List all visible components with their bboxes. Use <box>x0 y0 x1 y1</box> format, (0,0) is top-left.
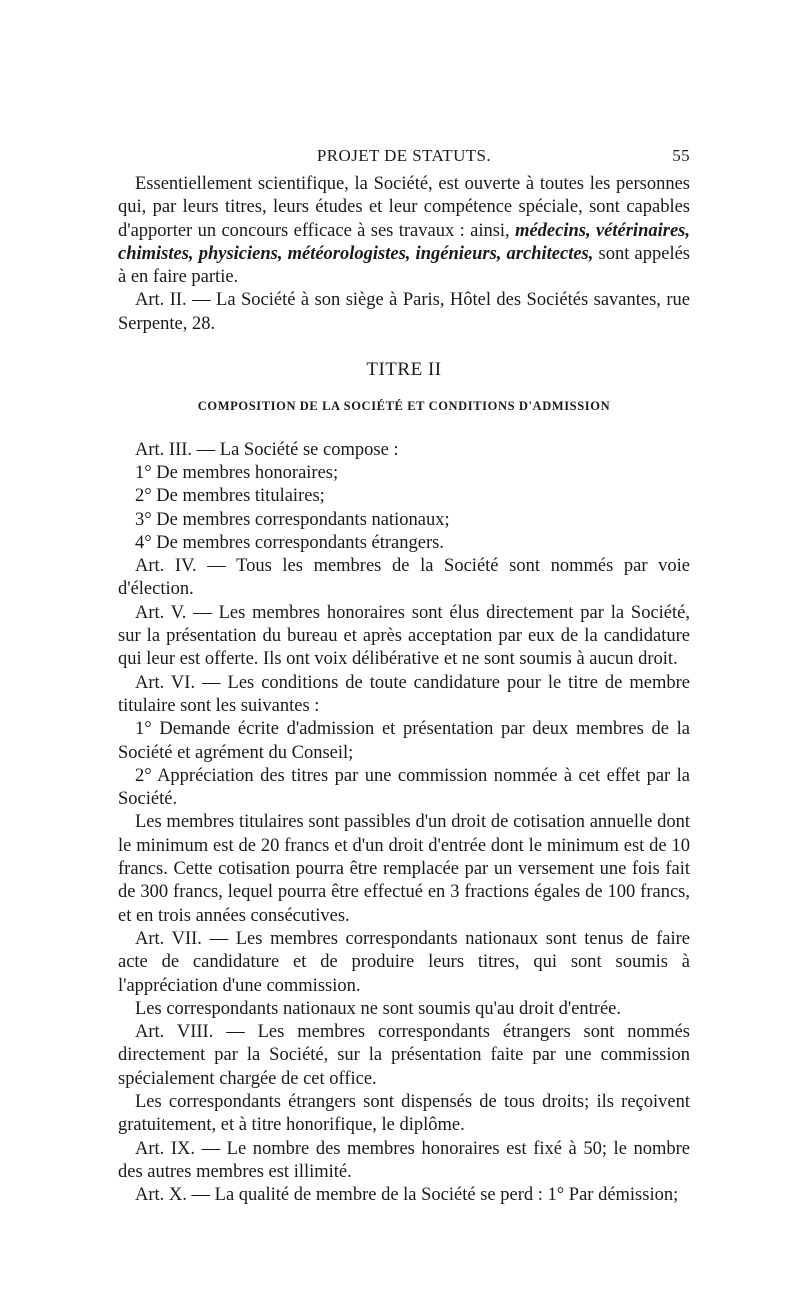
article-6: Art. VI. — Les conditions de toute candidature pour le titre de membre titulaire sont les suivantes : <box>118 672 690 716</box>
article-3-item: 4° De membres correspondants étrangers. <box>135 532 444 553</box>
running-head <box>118 146 690 168</box>
article-7-note: Les correspondants nationaux ne sont soumis qu'au droit d'entrée. <box>135 998 622 1019</box>
intro-text-2: sont appelés à en faire partie. <box>118 243 690 288</box>
article-6-cotisation: Les membres titulaires sont passibles d'un droit de cotisation annuelle dont le minimum est de 20 francs et d'un droit d'entrée dont le minimum est de 10 francs. Cette cotisation pourra être remplacée par un versement une fois fait de 300 francs, lequel pourra être effectué en 3 fractions égales de 100 francs, et en trois années consécutives. <box>118 812 690 926</box>
page-number: 55 <box>672 146 690 165</box>
professions-list: médecins, vétérinaires, chimistes, physiciens, météorologistes, ingénieurs, architectes, <box>118 220 690 264</box>
section-title: TITRE II <box>366 359 442 381</box>
section-subtitle: COMPOSITION DE LA SOCIÉTÉ ET CONDITIONS D'ADMISSION <box>197 399 611 414</box>
article-10: Art. X. — La qualité de membre de la Société se perd : 1° Par démission; <box>135 1185 679 1206</box>
article-3-item: 2° De membres titulaires; <box>135 486 325 507</box>
article-5: Art. V. — Les membres honoraires sont élus directement par la Société, sur la présentation du bureau et après acceptation par eux de la candidature qui leur est offerte. Ils ont voix délibérative et ne sont soumis à aucun droit. <box>118 602 690 670</box>
article-3: Art. III. — La Société se compose : <box>135 439 399 460</box>
intro-paragraph <box>118 173 690 289</box>
article-4: Art. IV. — Tous les membres de la Société sont nommés par voie d'élection. <box>118 556 690 600</box>
article-7: Art. VII. — Les membres correspondants nationaux sont tenus de faire acte de candidature et de produire leurs titres, qui sont soumis à l'appréciation d'une commission. <box>118 928 690 996</box>
page-body <box>118 173 690 1207</box>
article-8-note: Les correspondants étrangers sont dispensés de tous droits; ils reçoivent gratuitement, et à titre honorifique, le diplôme. <box>118 1091 690 1136</box>
article-6-item: 1° Demande écrite d'admission et présentation par deux membres de la Société et agrément du Conseil; <box>118 719 690 763</box>
article-3-item: 3° De membres correspondants nationaux; <box>135 509 450 530</box>
article-3-item: 1° De membres honoraires; <box>135 462 339 483</box>
article-8: Art. VIII. — Les membres correspondants étrangers sont nommés directement par la Société, sur la présentation faite par une commission spécialement chargée de cet office. <box>118 1022 690 1089</box>
article-6-item: 2° Appréciation des titres par une commission nommée à cet effet par la Société. <box>118 765 690 810</box>
article-2: Art. II. — La Société à son siège à Paris, Hôtel des Sociétés savantes, rue Serpente, 28. <box>118 290 690 334</box>
intro-text-1: Essentiellement scientifique, la Société, est ouverte à toutes les personnes qui, par leurs titres, leurs études et leur compétence spéciale, sont capables d'apporter un concours efficace à ses travaux : ainsi, <box>118 174 690 241</box>
article-9: Art. IX. — Le nombre des membres honoraires est fixé à 50; le nombre des autres membres est illimité. <box>118 1138 690 1182</box>
running-title: PROJET DE STATUTS. <box>316 146 492 165</box>
